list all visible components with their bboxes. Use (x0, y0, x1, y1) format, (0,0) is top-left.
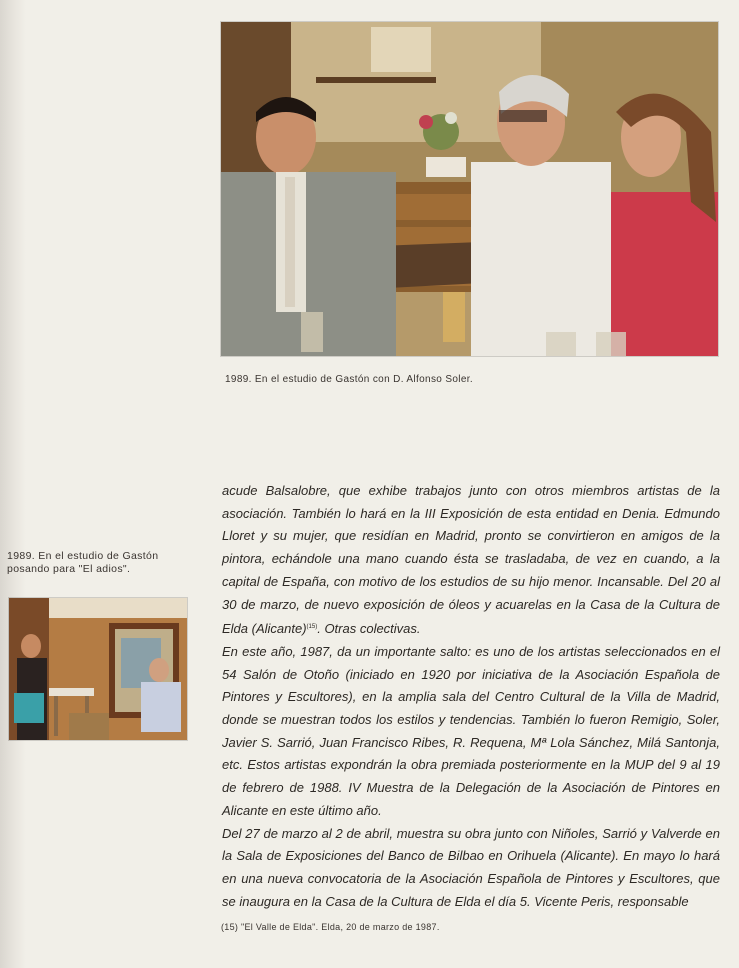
body-paragraph (222, 480, 720, 641)
side-caption-line-2: posando para "El adios". (7, 563, 131, 575)
page-gutter-shadow (0, 0, 26, 968)
main-photo-caption: 1989. En el estudio de Gastón con D. Alfonso Soler. (225, 374, 474, 385)
studio-photo-small (9, 598, 187, 740)
body-paragraph: En este año, 1987, da un importante salto: es uno de los artistas seleccionados en el 54 Salón de Otoño (iniciado en 1920 por iniciativa de la Asociación Española de Pintores y Escultores), en la amplia sala del Centro Cultural de la Villa de Madrid, donde se muestran todos los estilos y tendencias. También lo fueron Remigio, Soler, Javier S. Sarrió, Juan Francisco Ribes, R. Requena, Mª Lola Sánchez, Milá Santonja, etc. Estos artistas expondrán la obra premiada posteriormente en la MUP del 9 al 19 de febrero de 1988. IV Muestra de la Delegación de la Asociación de Pintores en Alicante en este último año. (222, 643, 720, 818)
body-paragraph-1-end: . Otras colectivas. (317, 621, 421, 637)
body-paragraph: Del 27 de marzo al 2 de abril, muestra su obra junto con Niñoles, Sarrió y Valverde en la Sala de Exposiciones del Banco de Bilbao en Orihuela (Alicante). En mayo lo hará en una nueva convocatoria de la Asociación Española de Pintores y Escultores, que se inaugura en la Casa de la Cultura de Elda el día 5. Vicente Peris, responsable (222, 825, 720, 909)
footnote-reference: (15) (306, 624, 318, 631)
body-paragraph-1-text: acude Balsalobre, que exhibe trabajos junto con otros miembros artistas de la asociación. También lo hará en la III Exposición de esta entidad en Denia. Edmundo Lloret y su mujer, que residían en Madrid, pronto se convirtieron en amigos de la pintora, echándole una mano cuando ésta se trasladaba, de vez en cuando, a la capital de España, con motivo de los estudios de su hijo menor. Incansable. Del 20 al 30 de marzo, de nuevo exposición de óleos y acuarelas en la Casa de la Cultura de Elda (Alicante) (222, 483, 720, 637)
footnote: (15) "El Valle de Elda". Elda, 20 de marzo de 1987. (221, 922, 440, 932)
side-photo-caption (7, 550, 197, 576)
article-body (222, 480, 720, 913)
studio-photo-main (221, 22, 718, 356)
side-caption-line-1: 1989. En el estudio de Gastón (7, 550, 159, 562)
